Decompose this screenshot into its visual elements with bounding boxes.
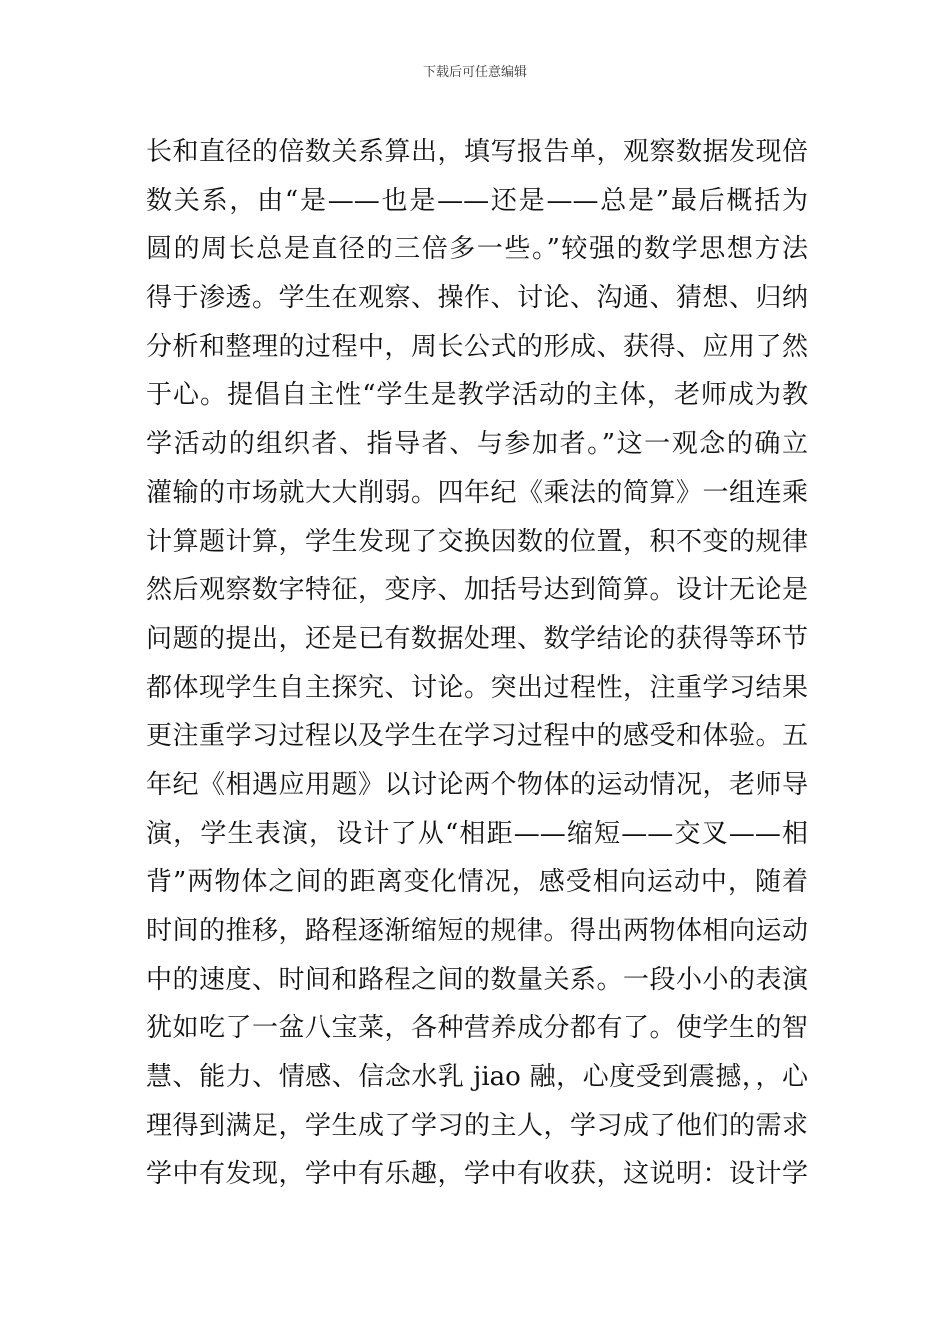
text-line-6: 于心。提倡自主性“学生是教学活动的主体，老师成为教 xyxy=(146,380,808,411)
text-line-12: 都体现学生自主探究、讨论。突出过程性，注重学习结果 xyxy=(146,672,808,703)
text-line-7: 学活动的组织者、指导者、与参加者。”这一观念的确立 xyxy=(146,429,808,460)
text-line-14: 年纪《相遇应用题》以讨论两个物体的运动情况，老师导 xyxy=(146,769,808,800)
text-line-4: 得于渗透。学生在观察、操作、讨论、沟通、猜想、归纳 xyxy=(146,283,808,314)
text-line-11: 问题的提出，还是已有数据处理、数学结论的获得等环节 xyxy=(146,623,808,654)
text-line-1: 长和直径的倍数关系算出，填写报告单，观察数据发现倍 xyxy=(146,137,808,167)
page-header: 下载后可任意编辑 xyxy=(422,65,527,80)
text-line-20: 慧、能力、情感、信念水乳 jiao 融，心度受到震撼，，心 xyxy=(146,1062,808,1093)
text-line-21: 理得到满足，学生成了学习的主人，学习成了他们的需求 xyxy=(146,1110,808,1141)
text-line-3: 圆的周长总是直径的三倍多一些。”较强的数学思想方法 xyxy=(146,234,808,265)
text-line-15: 演，学生表演，设计了从“相距——缩短——交叉——相 xyxy=(146,818,808,849)
text-line-10: 然后观察数字特征，变序、加括号达到简算。设计无论是 xyxy=(146,575,808,606)
text-line-2: 数关系，由“是——也是——还是——总是”最后概括为 xyxy=(146,185,808,216)
text-line-19: 犹如吃了一盆八宝菜，各种营养成分都有了。使学生的智 xyxy=(146,1013,808,1044)
text-line-18: 中的速度、时间和路程之间的数量关系。一段小小的表演 xyxy=(146,964,808,995)
text-line-16: 背”两物体之间的距离变化情况，感受相向运动中，随着 xyxy=(146,867,808,898)
text-line-22: 学中有发现，学中有乐趣，学中有收获，这说明：设计学 xyxy=(146,1159,808,1190)
text-line-8: 灌输的市场就大大削弱。四年纪《乘法的简算》一组连乘 xyxy=(146,477,808,508)
text-line-9: 计算题计算，学生发现了交换因数的位置，积不变的规律 xyxy=(146,526,808,557)
text-line-17: 时间的推移，路程逐渐缩短的规律。得出两物体相向运动 xyxy=(146,916,808,946)
document-body xyxy=(146,128,808,1199)
text-line-13: 更注重学习过程以及学生在学习过程中的感受和体验。五 xyxy=(146,721,808,752)
text-line-5: 分析和整理的过程中，周长公式的形成、获得、应用了然 xyxy=(146,331,808,362)
